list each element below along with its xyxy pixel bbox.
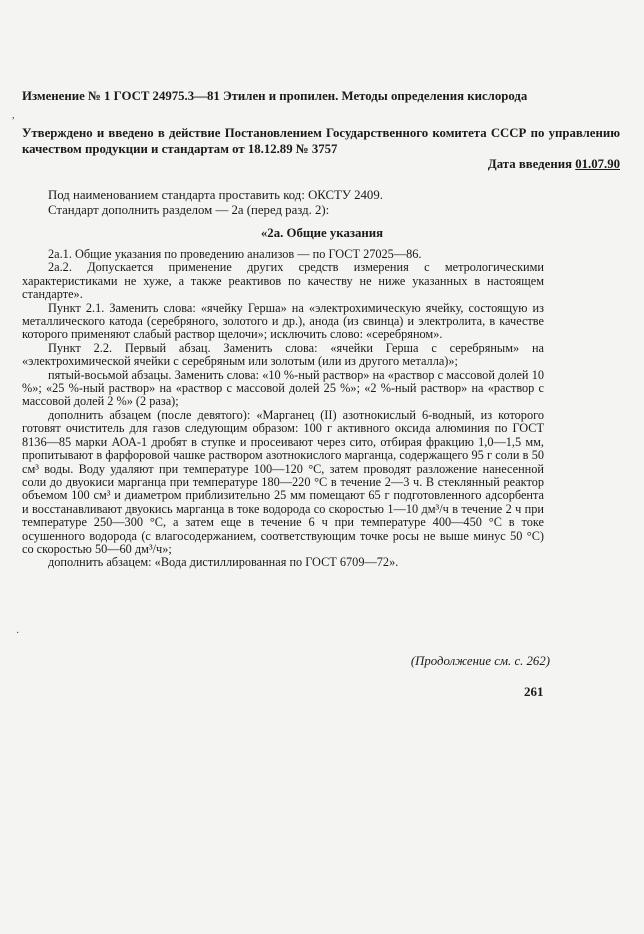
document-title: Изменение № 1 ГОСТ 24975.3—81 Этилен и пропилен. Методы определения кислорода (22, 89, 528, 103)
effective-date-label: Дата введения (487, 157, 572, 171)
body-text (22, 248, 544, 570)
paragraph-fifth-eighth: пятый-восьмой абзацы. Заменить слова: «10 %-ный раствор» на «раствор с массовой долей 10 %»; «25 %-ный раствор» на «раствор с массовой долей 25 %»; «2 %-ный раствор» на «раствор с массовой долей 2 %» (2 раза); (22, 367, 544, 409)
intro-block (48, 188, 608, 218)
paragraph-water: дополнить абзацем: «Вода дистиллированная по ГОСТ 6709—72». (48, 555, 399, 570)
paragraph-clause-2-1: Пункт 2.1. Заменить слова: «ячейку Герша» на «электрохимическую ячейку, состоящую из металлического катода (серебряного, золотого и др.), анода (из свинца) и электролита, в качестве которого применяют слабый раствор щелочи»; исключить слово: «серебряном». (22, 300, 544, 342)
effective-date (488, 157, 620, 172)
intro-line-section: Стандарт дополнить разделом — 2а (перед разд. 2): (48, 203, 330, 217)
continuation-note: (Продолжение см. с. 262) (410, 654, 550, 668)
approval-statement: Утверждено и введено в действие Постановлением Государственного комитета СССР по управлению качеством продукции и стандартам от 18.12.89 № 3757 (22, 126, 620, 156)
intro-line-code: Под наименованием стандарта проставить код: ОКСТУ 2409. (48, 188, 383, 202)
effective-date-value: 01.07.90 (575, 157, 620, 171)
paragraph-clause-2-2: Пункт 2.2. Первый абзац. Заменить слова: «ячейки Герша с серебряным» на «электрохимической ячейки с серебряным или золотым (или из другого металла)»; (22, 340, 544, 369)
paragraph-2a1: 2а.1. Общие указания по проведению анализов — по ГОСТ 27025—86. (48, 247, 422, 261)
paragraph-2a2: 2а.2. Допускается применение других средств измерения с метрологическими характеристиками не хуже, а также реактивов по качеству не ниже указанных в настоящем стандарте». (22, 260, 544, 302)
page-number: 261 (524, 684, 544, 699)
margin-mark: · (16, 628, 20, 639)
paragraph-manganese: дополнить абзацем (после девятого): «Марганец (II) азотнокислый 6-водный, из которого готовят очиститель для газов следующим образом: 100 г активного оксида алюминия по ГОСТ 8136—85 марки АОА-1 дробят в ступке и просеивают через сито, отбирая фракцию 1,0—1,5 мм, пропитывают в фарфоровой чашке раствором азотнокислого марганца, содержащего 95 г соли в 50 см³ воды. Воду удаляют при температуре 100—120 °С, затем проводят разложение нанесенной соли до двуокиси марганца при температуре 180—220 °С в течение 2—3 ч. В стеклянный реактор объемом 100 см³ и диаметром приблизительно 25 мм помещают 65 г подготовленного адсорбента и восстанавливают двуокись марганца в токе водорода со скоростью 1—10 дм³/ч в течение 2 ч при температуре 250—300 °С, а затем еще в течение 6 ч при температуре 400—450 °С в токе осушенного водорода (с влагосодержанием, соответствующим точке росы не выше минус 50 °С) со скоростью 50—60 дм³/ч»; (22, 407, 544, 556)
margin-mark: , (12, 110, 15, 121)
section-heading: «2а. Общие указания (260, 226, 384, 240)
